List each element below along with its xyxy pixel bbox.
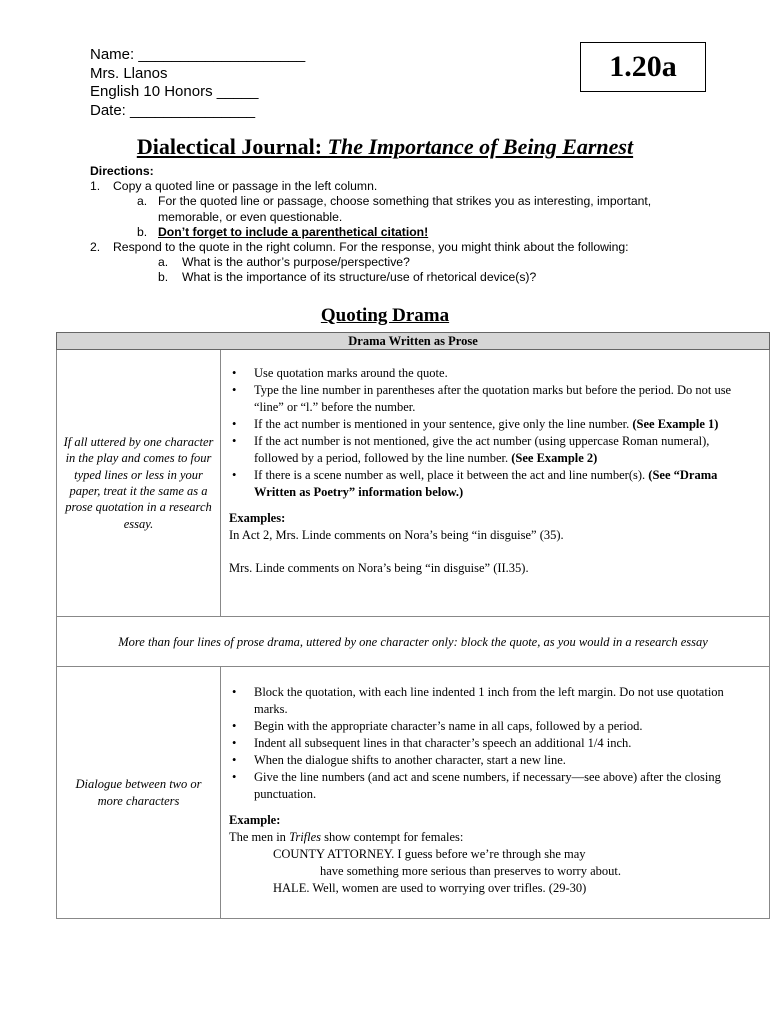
examples-label: Examples: xyxy=(229,511,286,525)
example-2: Mrs. Linde comments on Nora’s being “in disguise” (II.35). xyxy=(229,561,529,575)
rule-text: Use quotation marks around the quote. xyxy=(254,366,448,380)
assignment-number-badge: 1.20a xyxy=(580,42,706,92)
item-text: memorable, or even questionable. xyxy=(158,209,343,224)
dialogue-line: HALE. Well, women are used to worrying over trifles. (29-30) xyxy=(273,881,587,895)
directions-label: Directions: xyxy=(90,164,154,178)
item-text: What is the author’s purpose/perspective? xyxy=(182,255,410,270)
rule-text: Type the line number in parentheses after the quotation marks but before the period. Do not use “line” or “l.” before the number. xyxy=(254,383,732,414)
example-reference: (See Example 2) xyxy=(511,451,598,465)
row-condition: If all uttered by one character in the play and comes to four typed lines or less in your paper, treat it the same as a prose quotation in a research essay. xyxy=(63,435,214,531)
item-letter: b. xyxy=(137,224,148,239)
example-1: In Act 2, Mrs. Linde comments on Nora’s being “in disguise” (35). xyxy=(229,528,564,542)
row-condition-cell xyxy=(57,350,221,616)
list-item xyxy=(229,416,755,433)
example-reference: (See Example 1) xyxy=(632,417,719,431)
rule-text: If the act number is mentioned in your sentence, give only the line number. xyxy=(254,417,633,431)
example-label: Example: xyxy=(229,813,281,827)
row-rules-cell xyxy=(221,350,769,616)
rules-list xyxy=(229,365,755,501)
list-item: • Indent all subsequent lines in that character’s speech an additional 1/4 inch. xyxy=(229,735,755,752)
dialogue-line: COUNTY ATTORNEY. I guess before we’re through she may xyxy=(273,847,586,861)
item-number: 2. xyxy=(90,240,101,255)
list-item: • Block the quotation, with each line indented 1 inch from the left margin. Do not use quotation marks. xyxy=(229,684,755,718)
page-title xyxy=(0,134,770,160)
work-title: The Importance of Being Earnest xyxy=(327,134,634,159)
item-letter: b. xyxy=(158,270,169,285)
table-row xyxy=(56,667,770,919)
name-line: Name: ____________________ xyxy=(90,46,306,63)
item-letter: a. xyxy=(158,255,169,270)
item-text: For the quoted line or passage, choose something that strikes you as interesting, important, xyxy=(158,194,652,209)
rule-text: If there is a scene number as well, place it between the act and line number(s). xyxy=(254,468,649,482)
direction-item xyxy=(90,179,690,194)
student-info-header xyxy=(90,46,305,120)
title-prefix: Dialectical Journal: xyxy=(136,134,328,159)
list-item: • Give the line numbers (and act and scene numbers, if necessary—see above) after the closing punctuation. xyxy=(229,769,755,803)
date-line: Date: _______________ xyxy=(90,101,256,119)
item-number: 1. xyxy=(90,179,101,194)
rule-text: If the act number is not mentioned, give the act number (using uppercase Roman numeral), followed by a period, followed by the line number. xyxy=(254,434,710,465)
row-condition: Dialogue between two or more characters xyxy=(75,777,202,808)
list-item xyxy=(229,382,755,416)
intro-work-title: Trifles xyxy=(289,830,322,844)
intro-text: The men in xyxy=(229,830,290,844)
direction-subitem xyxy=(90,225,690,240)
direction-subitem xyxy=(90,255,690,270)
item-text: Copy a quoted line or passage in the left column. xyxy=(113,179,378,194)
list-item xyxy=(229,433,755,467)
direction-subitem-continued xyxy=(90,210,690,225)
direction-subitem xyxy=(90,270,690,285)
rules-list xyxy=(229,684,755,803)
example-reference: (See “Drama Written as Poetry” information below.) xyxy=(254,468,718,499)
direction-item xyxy=(90,240,690,255)
example-intro xyxy=(229,829,755,846)
course-line: English 10 Honors _____ xyxy=(90,83,259,100)
intro-text: show contempt for females: xyxy=(321,830,464,844)
item-letter: a. xyxy=(137,194,148,209)
list-item: • When the dialogue shifts to another character, start a new line. xyxy=(229,752,755,769)
list-item xyxy=(229,467,755,501)
table-header: Drama Written as Prose xyxy=(56,332,770,350)
directions xyxy=(90,164,690,286)
direction-subitem xyxy=(90,194,690,209)
row-condition-cell xyxy=(57,667,221,918)
block-quote-row: More than four lines of prose drama, uttered by one character only: block the quote, as you would in a research essay xyxy=(56,617,770,667)
list-item xyxy=(229,365,755,382)
teacher-name: Mrs. Llanos xyxy=(90,64,168,82)
row-rules-cell xyxy=(221,667,769,918)
list-item: • Begin with the appropriate character’s name in all caps, followed by a period. xyxy=(229,718,755,735)
table-row xyxy=(56,350,770,617)
item-text: What is the importance of its structure/use of rhetorical device(s)? xyxy=(182,270,537,285)
citation-reminder: Don’t forget to include a parenthetical citation! xyxy=(158,224,429,239)
quoting-drama-table xyxy=(56,332,770,919)
section-heading: Quoting Drama xyxy=(320,305,450,326)
dialogue-line-continued: have something more serious than preserves to worry about. xyxy=(320,864,621,878)
item-text: Respond to the quote in the right column. For the response, you might think about the following: xyxy=(113,240,629,255)
